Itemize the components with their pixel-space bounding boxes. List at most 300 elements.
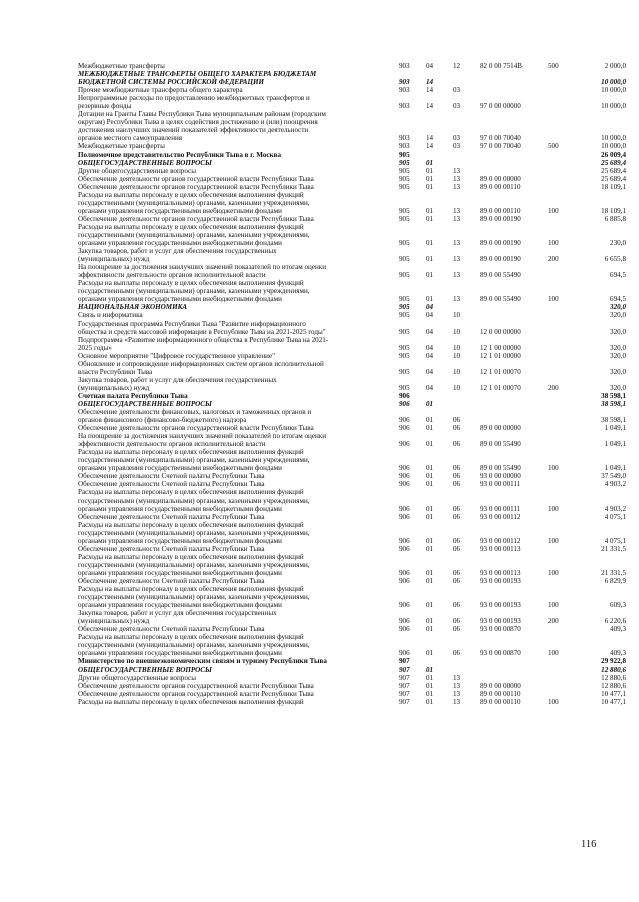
section-code: 01 (426, 440, 434, 449)
table-row (78, 424, 626, 432)
section-code: 04 (426, 367, 434, 376)
amount-value: 320,0 (610, 303, 626, 312)
expense-type-code: 100 (548, 568, 559, 577)
table-row (78, 247, 626, 263)
table-row (78, 159, 626, 167)
subsection-code: 13 (453, 271, 461, 280)
section-code: 01 (426, 504, 434, 513)
amount-value: 38 598,1 (601, 391, 626, 400)
subsection-code: 13 (453, 697, 461, 706)
amount-value: 320,0 (610, 367, 626, 376)
amount-value: 25 689,4 (601, 174, 626, 183)
target-article-code: 89 0 00 55490 (480, 295, 521, 304)
amount-value: 694,5 (610, 295, 626, 304)
amount-value: 694,5 (610, 271, 626, 280)
section-code: 01 (426, 681, 434, 690)
table-row (78, 376, 626, 392)
expense-type-code: 500 (548, 142, 559, 151)
section-code: 14 (426, 142, 434, 151)
table-row (78, 263, 626, 279)
expense-type-code: 200 (548, 383, 559, 392)
table-row (78, 320, 626, 336)
row-name: Полномочное представительство Республики Тыва в г. Москва (78, 150, 282, 159)
target-article-code: 89 0 00 55490 (480, 271, 521, 280)
section-code: 01 (426, 271, 434, 280)
section-code: 01 (426, 472, 434, 481)
department-code: 906 (399, 472, 410, 481)
amount-value: 409,3 (610, 649, 626, 658)
section-code: 04 (426, 383, 434, 392)
section-code: 01 (426, 464, 434, 473)
section-code: 01 (426, 399, 434, 408)
table-row (78, 70, 626, 86)
section-code: 01 (426, 689, 434, 698)
expense-type-code: 100 (548, 601, 559, 610)
table-row (78, 657, 626, 665)
subsection-code: 13 (453, 206, 461, 215)
row-name: Дотации на Гранты Главы Республики Тыва муниципальным районам (городским округам) Республики Тыва в целях содействия достижению и (или) поощрения достижения наилучших значений показателей эффективности деятельности органов местного самоуправления (78, 110, 326, 143)
target-article-code: 93 0 00 00870 (480, 649, 521, 658)
expense-type-code: 100 (548, 295, 559, 304)
section-code: 14 (426, 102, 434, 111)
subsection-code: 12 (453, 62, 461, 70)
row-name: Обеспечение деятельности органов государственной власти Республики Тыва (78, 182, 314, 191)
table-row (78, 480, 626, 488)
amount-value: 37 549,0 (601, 472, 626, 481)
table-row (78, 360, 626, 376)
section-code: 14 (426, 86, 434, 95)
row-name: Обеспечение деятельности органов государственной власти Республики Тыва (78, 689, 314, 698)
department-code: 905 (399, 255, 410, 264)
department-code: 906 (399, 391, 410, 400)
table-row (78, 352, 626, 360)
subsection-code: 13 (453, 239, 461, 248)
table-row (78, 223, 626, 247)
table-row (78, 521, 626, 545)
section-code: 01 (426, 255, 434, 264)
table-row (78, 62, 626, 70)
department-code: 907 (399, 673, 410, 682)
section-code: 01 (426, 577, 434, 585)
department-code: 906 (399, 464, 410, 473)
table-row (78, 432, 626, 448)
target-article-code: 82 0 00 7514В (480, 62, 522, 70)
target-article-code: 93 0 00 00112 (480, 512, 521, 521)
subsection-code: 10 (453, 311, 461, 320)
section-code: 04 (426, 62, 434, 70)
subsection-code: 13 (453, 166, 461, 175)
department-code: 905 (399, 150, 410, 159)
row-name: Расходы на выплаты персоналу в целях обеспечения выполнения функций государственными (муниципальными) органами, казенными учреждениями, органами управления государственными внебюджетными фондами (78, 488, 310, 513)
table-row (78, 633, 626, 657)
department-code: 903 (399, 62, 410, 70)
section-code: 01 (426, 601, 434, 610)
section-code: 14 (426, 78, 434, 87)
amount-value: 38 598,1 (601, 416, 626, 425)
section-code: 04 (426, 311, 434, 320)
department-code: 906 (399, 649, 410, 658)
department-code: 903 (399, 78, 410, 87)
department-code: 906 (399, 601, 410, 610)
amount-value: 10 000,0 (601, 102, 626, 111)
section-code: 01 (426, 424, 434, 433)
row-name: Расходы на выплаты персоналу в целях обеспечения выполнения функций государственными (муниципальными) органами, казенными учреждениями, органами управления государственными внебюджетными фондами (78, 633, 310, 658)
amount-value: 1 049,1 (604, 464, 626, 473)
target-article-code: 89 0 00 00110 (480, 182, 521, 191)
expense-type-code: 200 (548, 617, 559, 626)
row-name: Счетная палата Республики Тыва (78, 391, 188, 400)
subsection-code: 13 (453, 182, 461, 191)
table-row (78, 110, 626, 142)
amount-value: 26 009,4 (601, 150, 626, 159)
target-article-code: 93 0 00 00193 (480, 577, 521, 585)
subsection-code: 03 (453, 134, 461, 143)
target-article-code: 89 0 00 00000 (480, 681, 521, 690)
expense-type-code: 100 (548, 464, 559, 473)
amount-value: 4 903,2 (604, 504, 626, 513)
row-name: Обеспечение деятельности Счетной палаты Республики Тыва (78, 480, 265, 489)
subsection-code: 13 (453, 681, 461, 690)
table-row (78, 690, 626, 698)
amount-value: 2 000,0 (604, 62, 626, 70)
section-code: 01 (426, 649, 434, 658)
amount-value: 25 689,4 (601, 158, 626, 167)
amount-value: 4 075,1 (604, 512, 626, 521)
expense-type-code: 100 (548, 697, 559, 706)
amount-value: 12 880,6 (601, 673, 626, 682)
table-row (78, 682, 626, 690)
department-code: 906 (399, 625, 410, 634)
table-row (78, 408, 626, 424)
amount-value: 10 000,0 (601, 134, 626, 143)
department-code: 903 (399, 134, 410, 143)
section-code: 01 (426, 166, 434, 175)
section-code: 01 (426, 665, 434, 674)
amount-value: 6 885,8 (604, 214, 626, 223)
section-code: 01 (426, 416, 434, 425)
subsection-code: 03 (453, 86, 461, 95)
row-name: Расходы на выплаты персоналу в целях обеспечения выполнения функций государственными (муниципальными) органами, казенными учреждениями, органами управления государственными внебюджетными фондами (78, 448, 310, 473)
table-row (78, 472, 626, 480)
department-code: 905 (399, 239, 410, 248)
row-name: ОБЩЕГОСУДАРСТВЕННЫЕ ВОПРОСЫ (78, 399, 212, 408)
amount-value: 10 000,0 (601, 86, 626, 95)
table-row (78, 311, 626, 319)
subsection-code: 10 (453, 383, 461, 392)
subsection-code: 06 (453, 544, 461, 553)
target-article-code: 97 0 00 70040 (480, 134, 521, 143)
expense-type-code: 100 (548, 239, 559, 248)
subsection-code: 10 (453, 367, 461, 376)
department-code: 907 (399, 665, 410, 674)
department-code: 906 (399, 480, 410, 489)
department-code: 905 (399, 351, 410, 360)
amount-value: 10 000,0 (601, 78, 626, 87)
target-article-code: 89 0 00 00190 (480, 239, 521, 248)
row-name: Расходы на выплаты персоналу в целях обеспечения выполнения функций государственными (муниципальными) органами, казенными учреждениями, органами управления государственными внебюджетными фондами (78, 552, 310, 577)
target-article-code: 93 0 00 00000 (480, 472, 521, 481)
row-name: Обеспечение деятельности Счетной палаты Республики Тыва (78, 544, 265, 553)
expense-type-code: 200 (548, 255, 559, 264)
amount-value: 25 689,4 (601, 166, 626, 175)
department-code: 905 (399, 303, 410, 312)
target-article-code: 93 0 00 00870 (480, 625, 521, 634)
row-name: Прочие межбюджетные трансферты общего характера (78, 86, 243, 95)
target-article-code: 97 0 00 70040 (480, 142, 521, 151)
subsection-code: 03 (453, 102, 461, 111)
amount-value: 609,3 (610, 601, 626, 610)
subsection-code: 06 (453, 536, 461, 545)
target-article-code: 89 0 00 00110 (480, 206, 521, 215)
subsection-code: 06 (453, 625, 461, 634)
target-article-code: 97 0 00 00000 (480, 102, 521, 111)
table-row (78, 553, 626, 577)
row-name: Межбюджетные трансферты (78, 62, 165, 70)
department-code: 905 (399, 327, 410, 336)
department-code: 905 (399, 343, 410, 352)
section-code: 01 (426, 295, 434, 304)
amount-value: 320,0 (610, 327, 626, 336)
section-code: 01 (426, 239, 434, 248)
row-name: Расходы на выплаты персоналу в целях обеспечения выполнения функций (78, 697, 304, 706)
department-code: 905 (399, 182, 410, 191)
section-code: 04 (426, 351, 434, 360)
section-code: 01 (426, 182, 434, 191)
department-code: 906 (399, 577, 410, 585)
department-code: 906 (399, 440, 410, 449)
table-row (78, 674, 626, 682)
target-article-code: 12 1 01 00070 (480, 383, 521, 392)
amount-value: 409,3 (610, 625, 626, 634)
target-article-code: 89 0 00 00110 (480, 689, 521, 698)
subsection-code: 06 (453, 649, 461, 658)
subsection-code: 06 (453, 464, 461, 473)
section-code: 01 (426, 536, 434, 545)
row-name: Расходы на выплаты персоналу в целях обеспечения выполнения функций государственными (муниципальными) органами, казенными учреждениями, органами управления государственными внебюджетными фондами (78, 585, 310, 610)
target-article-code: 12 1 01 00070 (480, 367, 521, 376)
table-row (78, 666, 626, 674)
amount-value: 10 477,1 (601, 689, 626, 698)
row-name: Межбюджетные трансферты (78, 142, 165, 151)
table-row (78, 513, 626, 521)
row-name: Расходы на выплаты персоналу в целях обеспечения выполнения функций государственными (муниципальными) органами, казенными учреждениями, органами управления государственными внебюджетными фондами (78, 520, 310, 545)
department-code: 905 (399, 295, 410, 304)
amount-value: 320,0 (610, 343, 626, 352)
table-row (78, 151, 626, 159)
row-name: Обновление и сопровождение информационных систем органов исполнительной власти Республики Тыва (78, 359, 324, 376)
target-article-code: 93 0 00 00113 (480, 568, 521, 577)
department-code: 903 (399, 86, 410, 95)
department-code: 907 (399, 689, 410, 698)
amount-value: 21 331,5 (601, 568, 626, 577)
amount-value: 4 903,2 (604, 480, 626, 489)
target-article-code: 89 0 00 00190 (480, 214, 521, 223)
section-code: 01 (426, 512, 434, 521)
table-row (78, 279, 626, 303)
amount-value: 10 477,1 (601, 697, 626, 706)
subsection-code: 06 (453, 601, 461, 610)
subsection-code: 06 (453, 512, 461, 521)
table-row (78, 585, 626, 609)
amount-value: 6 220,6 (604, 617, 626, 626)
subsection-code: 06 (453, 617, 461, 626)
table-row (78, 609, 626, 625)
target-article-code: 93 0 00 00193 (480, 601, 521, 610)
amount-value: 230,0 (610, 239, 626, 248)
amount-value: 1 049,1 (604, 440, 626, 449)
page-number: 116 (581, 839, 597, 850)
table-row (78, 336, 626, 352)
subsection-code: 06 (453, 416, 461, 425)
row-name: Обеспечение деятельности органов государственной власти Республики Тыва (78, 214, 314, 223)
section-code: 01 (426, 673, 434, 682)
row-name: Обеспечение деятельности финансовых, налоговых и таможенных органов и органов финансового (финансово-бюджетного) надзора (78, 408, 312, 425)
expense-type-code: 100 (548, 206, 559, 215)
department-code: 903 (399, 102, 410, 111)
table-row (78, 625, 626, 633)
target-article-code: 93 0 00 00113 (480, 544, 521, 553)
subsection-code: 10 (453, 351, 461, 360)
table-row (78, 86, 626, 94)
amount-value: 4 075,1 (604, 536, 626, 545)
subsection-code: 06 (453, 472, 461, 481)
department-code: 905 (399, 271, 410, 280)
table-row (78, 191, 626, 215)
expense-type-code: 100 (548, 649, 559, 658)
department-code: 906 (399, 617, 410, 626)
section-code: 04 (426, 303, 434, 312)
expense-type-code: 100 (548, 504, 559, 513)
budget-table (78, 62, 626, 706)
row-name: Закупка товаров, работ и услуг для обеспечения государственных (муниципальных) нужд (78, 375, 277, 392)
target-article-code: 12 0 00 00000 (480, 327, 521, 336)
section-code: 01 (426, 480, 434, 489)
table-row (78, 215, 626, 223)
expense-type-code: 500 (548, 62, 559, 70)
row-name: Связь и информатика (78, 311, 143, 320)
target-article-code: 93 0 00 00111 (480, 480, 521, 489)
row-name: Государственная программа Республики Тыва "Развитие информационного общества и средств массовой информации в Республике Тыва на 2021-2025 годы" (78, 319, 326, 336)
table-row (78, 303, 626, 311)
subsection-code: 13 (453, 295, 461, 304)
table-row (78, 698, 626, 706)
table-row (78, 183, 626, 191)
row-name: Обеспечение деятельности органов государственной власти Республики Тыва (78, 174, 314, 183)
department-code: 905 (399, 311, 410, 320)
subsection-code: 06 (453, 577, 461, 585)
target-article-code: 93 0 00 00111 (480, 504, 521, 513)
row-name: Другие общегосударственные вопросы (78, 673, 196, 682)
section-code: 01 (426, 158, 434, 167)
row-name: ОБЩЕГОСУДАРСТВЕННЫЕ ВОПРОСЫ (78, 665, 212, 674)
subsection-code: 13 (453, 689, 461, 698)
department-code: 905 (399, 166, 410, 175)
subsection-code: 13 (453, 673, 461, 682)
target-article-code: 89 0 00 00000 (480, 424, 521, 433)
target-article-code: 12 1 00 00000 (480, 343, 521, 352)
target-article-code: 89 0 00 00190 (480, 255, 521, 264)
row-name: Закупка товаров, работ и услуг для обеспечения государственных (муниципальных) нужд (78, 609, 277, 626)
row-name: НАЦИОНАЛЬНАЯ ЭКОНОМИКА (78, 303, 188, 312)
department-code: 906 (399, 424, 410, 433)
department-code: 905 (399, 206, 410, 215)
row-name: Подпрограмма «Развитие информационного общества в Республике Тыва на 2021- 2025 годы» (78, 335, 329, 352)
section-code: 14 (426, 134, 434, 143)
amount-value: 320,0 (610, 383, 626, 392)
expense-type-code: 100 (548, 536, 559, 545)
amount-value: 12 880,6 (601, 681, 626, 690)
amount-value: 21 331,5 (601, 544, 626, 553)
target-article-code: 89 0 00 55490 (480, 464, 521, 473)
department-code: 906 (399, 568, 410, 577)
section-code: 01 (426, 625, 434, 634)
table-row (78, 94, 626, 110)
department-code: 905 (399, 174, 410, 183)
subsection-code: 06 (453, 480, 461, 489)
row-name: Другие общегосударственные вопросы (78, 166, 196, 175)
table-row (78, 400, 626, 408)
subsection-code: 10 (453, 343, 461, 352)
department-code: 907 (399, 697, 410, 706)
subsection-code: 06 (453, 504, 461, 513)
row-name: ОБЩЕГОСУДАРСТВЕННЫЕ ВОПРОСЫ (78, 158, 212, 167)
amount-value: 18 109,1 (601, 206, 626, 215)
subsection-code: 06 (453, 424, 461, 433)
row-name: Расходы на выплаты персоналу в целях обеспечения выполнения функций государственными (муниципальными) органами, казенными учреждениями, органами управления государственными внебюджетными фондами (78, 222, 310, 248)
table-row (78, 488, 626, 512)
row-name: Обеспечение деятельности органов государственной власти Республики Тыва (78, 424, 314, 433)
amount-value: 10 000,0 (601, 142, 626, 151)
department-code: 906 (399, 536, 410, 545)
section-code: 04 (426, 327, 434, 336)
department-code: 906 (399, 504, 410, 513)
row-name: Закупка товаров, работ и услуг для обеспечения государственных (муниципальных) нужд (78, 247, 277, 264)
target-article-code: 93 0 00 00112 (480, 536, 521, 545)
table-row (78, 142, 626, 150)
amount-value: 38 598,1 (601, 399, 626, 408)
subsection-code: 03 (453, 142, 461, 151)
subsection-code: 06 (453, 440, 461, 449)
target-article-code: 89 0 00 55490 (480, 440, 521, 449)
subsection-code: 13 (453, 174, 461, 183)
department-code: 907 (399, 657, 410, 666)
table-row (78, 545, 626, 553)
amount-value: 6 829,9 (604, 577, 626, 585)
row-name: Основное мероприятие "Цифровое государственное управление" (78, 351, 276, 360)
row-name: Министерство по внешнеэкономическим связям и туризму Республики Тыва (78, 657, 327, 666)
row-name: Расходы на выплаты персоналу в целях обеспечения выполнения функций государственными (муниципальными) органами, казенными учреждениями, органами управления государственными внебюджетными фондами (78, 279, 310, 304)
table-row (78, 175, 626, 183)
subsection-code: 13 (453, 214, 461, 223)
target-article-code: 89 0 00 00110 (480, 697, 521, 706)
amount-value: 18 109,1 (601, 182, 626, 191)
section-code: 01 (426, 568, 434, 577)
department-code: 903 (399, 142, 410, 151)
target-article-code: 93 0 00 00193 (480, 617, 521, 626)
amount-value: 12 880,6 (601, 665, 626, 674)
department-code: 906 (399, 544, 410, 553)
department-code: 905 (399, 383, 410, 392)
row-name: Непрограммные расходы по предоставлению межбюджетных трансфертов и резервные фонды (78, 94, 310, 111)
row-name: Обеспечение деятельности Счетной палаты Республики Тыва (78, 512, 265, 521)
department-code: 906 (399, 512, 410, 521)
section-code: 01 (426, 617, 434, 626)
row-name: МЕЖБЮДЖЕТНЫЕ ТРАНСФЕРТЫ ОБЩЕГО ХАРАКТЕРА БЮДЖЕТАМ БЮДЖЕТНОЙ СИСТЕМЫ РОССИЙСКОЙ ФЕДЕРАЦИИ (78, 70, 317, 87)
table-row (78, 392, 626, 400)
row-name: Расходы на выплаты персоналу в целях обеспечения выполнения функций государственными (муниципальными) органами, казенными учреждениями, органами управления государственными внебюджетными фондами (78, 190, 310, 215)
row-name: На поощрение за достижения наилучших значений показателей по итогам оценки эффективности деятельности органов исполнительной власти (78, 263, 327, 280)
table-row (78, 167, 626, 175)
